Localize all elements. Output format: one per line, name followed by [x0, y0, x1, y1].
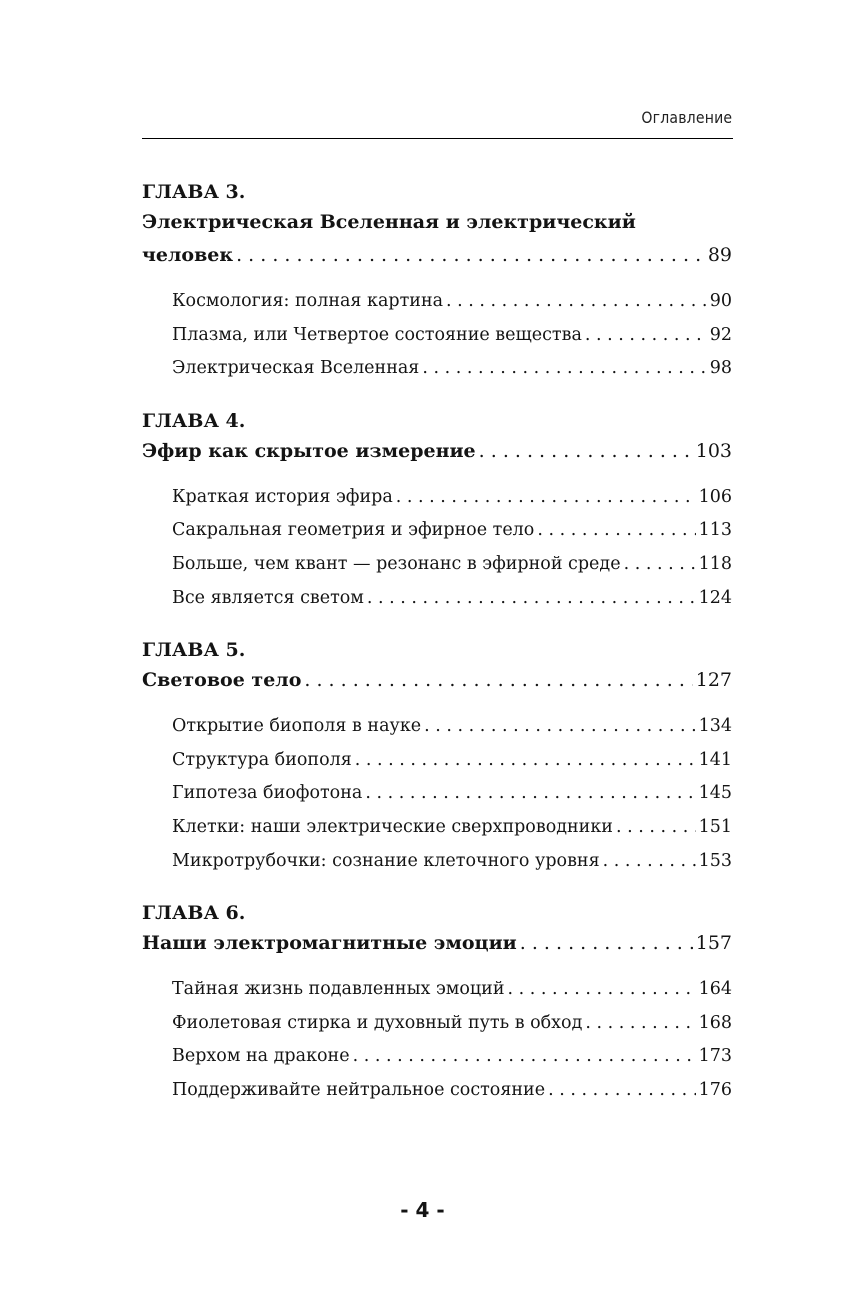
leader-dots	[446, 285, 707, 319]
chapter-title-line: Электрическая Вселенная и электрический	[142, 211, 636, 233]
section-title: Гипотеза биофотона	[172, 783, 363, 804]
leader-dots	[624, 548, 696, 582]
section-page-number: 113	[698, 520, 732, 541]
leader-dots	[353, 1040, 696, 1074]
leader-dots	[236, 239, 705, 272]
section-entry[interactable]	[172, 845, 732, 879]
section-entry[interactable]	[172, 548, 732, 582]
section-title: Все является светом	[172, 587, 364, 608]
chapter-label: ГЛАВА 6.	[142, 902, 246, 925]
section-entry[interactable]	[172, 514, 732, 548]
section-entry[interactable]	[172, 1074, 732, 1108]
section-entry[interactable]	[172, 285, 732, 319]
section-title: Больше, чем квант — резонанс в эфирной среде	[172, 553, 621, 574]
table-of-contents	[142, 178, 732, 1108]
section-page-number: 164	[698, 979, 732, 1000]
section-title: Электрическая Вселенная	[172, 358, 420, 379]
section-title: Тайная жизнь подавленных эмоций	[172, 979, 505, 1000]
section-title: Плазма, или Четвертое состояние вещества	[172, 324, 582, 345]
leader-dots	[304, 664, 692, 697]
section-title: Фиолетовая стирка и духовный путь в обход	[172, 1012, 583, 1033]
section-page-number: 173	[698, 1046, 732, 1067]
leader-dots	[548, 1074, 696, 1108]
section-entry[interactable]	[172, 777, 732, 811]
running-head-title: Оглавление	[641, 108, 732, 127]
section-page-number: 153	[698, 850, 732, 871]
leader-dots	[585, 1007, 695, 1041]
section-page-number: 98	[709, 358, 732, 379]
chapter-entry[interactable]	[142, 239, 732, 272]
section-title: Краткая история эфира	[172, 486, 393, 507]
section-title: Космология: полная картина	[172, 291, 444, 311]
section-entry[interactable]	[172, 973, 732, 1007]
leader-dots	[365, 777, 695, 811]
section-page-number: 92	[709, 324, 732, 345]
section-page-number: 141	[698, 749, 732, 770]
section-page-number: 124	[698, 587, 732, 608]
section-title: Поддерживайте нейтральное состояние	[172, 1079, 546, 1100]
leader-dots	[585, 319, 707, 353]
section-title: Верхом на драконе	[172, 1046, 350, 1067]
section-title: Структура биополя	[172, 749, 352, 770]
section-list	[142, 973, 732, 1107]
page-number: - 4 -	[400, 1198, 445, 1222]
header-rule	[142, 138, 733, 139]
chapter-title: Световое тело	[142, 669, 302, 692]
chapter-5	[142, 636, 732, 878]
section-page-number: 145	[698, 783, 732, 804]
leader-dots	[479, 435, 693, 468]
chapter-title: Эфир как скрытое измерение	[142, 439, 476, 462]
section-page-number: 176	[698, 1079, 732, 1100]
leader-dots	[367, 582, 696, 616]
section-page-number: 118	[698, 553, 732, 574]
section-list	[142, 285, 732, 386]
section-entry[interactable]	[172, 352, 732, 386]
section-entry[interactable]	[172, 1040, 732, 1074]
chapter-label: ГЛАВА 4.	[142, 409, 246, 432]
chapter-page-number: 103	[695, 439, 732, 462]
section-title: Сакральная геометрия и эфирное тело	[172, 520, 535, 541]
section-list	[142, 710, 732, 878]
chapter-6	[142, 899, 732, 1107]
section-title: Микротрубочки: сознание клеточного уровня	[172, 850, 600, 871]
section-page-number: 106	[698, 486, 732, 507]
section-page-number: 134	[698, 716, 732, 737]
chapter-title: Наши электромагнитные эмоции	[142, 932, 517, 955]
section-entry[interactable]	[172, 481, 732, 515]
chapter-page-number: 89	[707, 244, 732, 266]
chapter-entry[interactable]	[142, 664, 732, 697]
leader-dots	[616, 811, 696, 845]
section-entry[interactable]	[172, 744, 732, 778]
leader-dots	[603, 845, 696, 879]
chapter-entry[interactable]	[142, 927, 732, 960]
chapter-title: человек	[142, 244, 234, 266]
leader-dots	[355, 744, 696, 778]
section-list	[142, 481, 732, 615]
section-entry[interactable]	[172, 710, 732, 744]
section-page-number: 151	[698, 816, 732, 837]
leader-dots	[507, 973, 695, 1007]
chapter-label: ГЛАВА 5.	[142, 639, 246, 662]
chapter-4	[142, 407, 732, 615]
section-title: Открытие биополя в науке	[172, 716, 422, 737]
section-page-number: 168	[698, 1012, 732, 1033]
leader-dots	[396, 481, 696, 515]
section-page-number: 90	[709, 291, 732, 311]
section-entry[interactable]	[172, 582, 732, 616]
section-entry[interactable]	[172, 319, 732, 353]
chapter-entry[interactable]	[142, 435, 732, 468]
leader-dots	[520, 927, 693, 960]
section-entry[interactable]	[172, 811, 732, 845]
section-entry[interactable]	[172, 1007, 732, 1041]
chapter-3	[142, 178, 732, 386]
chapter-label: ГЛАВА 3.	[142, 181, 246, 203]
leader-dots	[422, 352, 706, 386]
leader-dots	[424, 710, 695, 744]
chapter-page-number: 127	[695, 669, 732, 692]
chapter-page-number: 157	[695, 932, 732, 955]
leader-dots	[537, 514, 695, 548]
section-title: Клетки: наши электрические сверхпроводники	[172, 816, 613, 837]
